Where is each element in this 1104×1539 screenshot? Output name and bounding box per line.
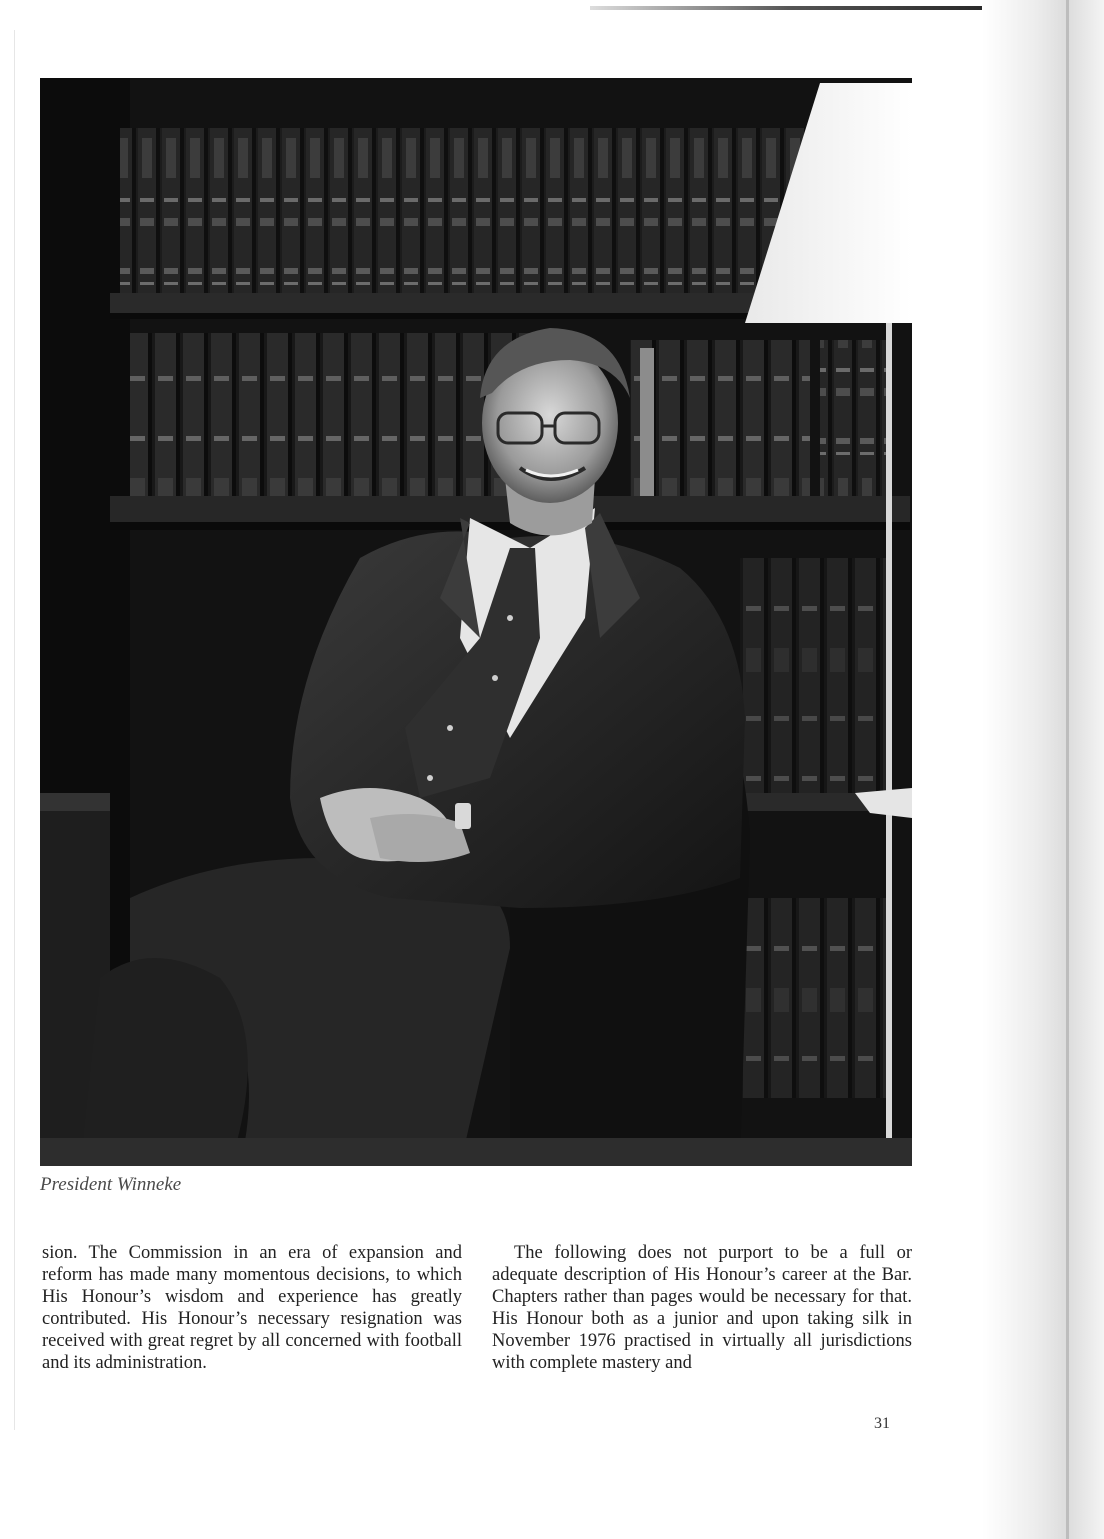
body-text-right-column: [492, 1242, 912, 1374]
body-text-left-column: [42, 1242, 462, 1374]
photo-caption: President Winneke: [40, 1174, 182, 1195]
scan-left-edge: [14, 30, 15, 1430]
paragraph-continuation: sion. The Commission in an era of expansion and reform has made many momentous decisions, to which His Honour’s wisdom and experience has greatly contributed. His Honour’s necessary resignation was received with great regret by all concerned with football and its administration.: [42, 1243, 462, 1373]
portrait-photograph: [40, 78, 912, 1166]
page-binding-edge: [982, 0, 1104, 1539]
paragraph-career: The following does not purport to be a full or adequate description of His Honour’s career at the Bar. Chapters rather than pages would be necessary for that. His Honour both as a junior and upon taking silk in November 1976 practised in virtually all jurisdictions with complete mastery and: [492, 1243, 912, 1373]
page-number: 31: [874, 1415, 890, 1432]
